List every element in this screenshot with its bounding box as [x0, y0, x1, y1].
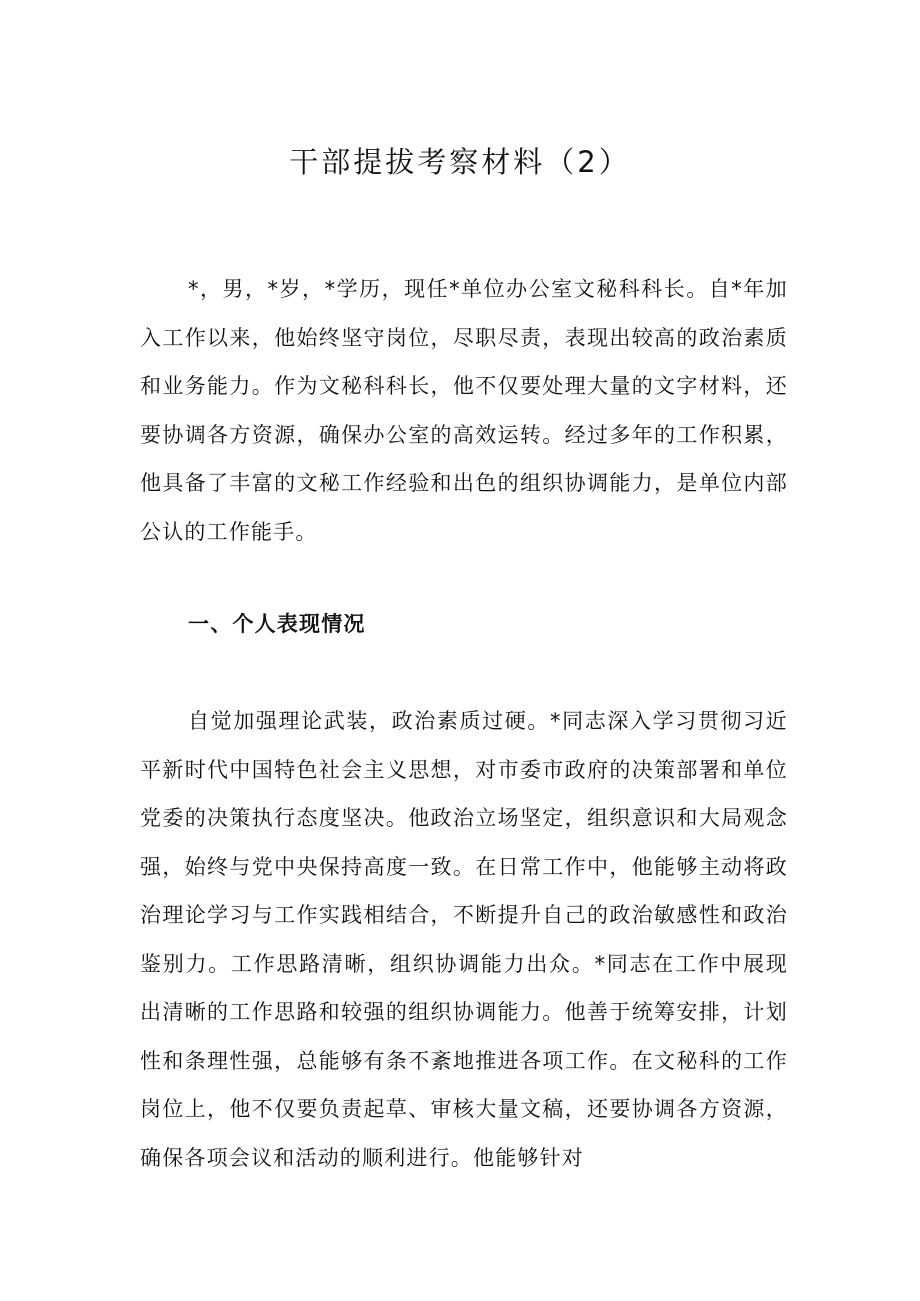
section-heading: 一、个人表现情况: [188, 612, 366, 636]
intro-paragraph: *，男，*岁，*学历，现任*单位办公室文秘科科长。自*年加入工作以来，他始终坚守岗位，尽职尽责，表现出较高的政治素质和业务能力。作为文秘科科长，他不仅要处理大量的文字材料，还要协调各方资源，确保办公室的高效运转。经过多年的工作积累，他具备了丰富的文秘工作经验和出色的组织协调能力，是单位内部公认的工作能手。: [140, 277, 788, 544]
page-title: 干部提拔考察材料（2）: [289, 145, 631, 179]
section-paragraph: 自觉加强理论武装，政治素质过硬。*同志深入学习贯彻习近平新时代中国特色社会主义思想，对市委市政府的决策部署和单位党委的决策执行态度坚决。他政治立场坚定，组织意识和大局观念强，始终与党中央保持高度一致。在日常工作中，他能够主动将政治理论学习与工作实践相结合，不断提升自己的政治敏感性和政治鉴别力。工作思路清晰，组织协调能力出众。*同志在工作中展现出清晰的工作思路和较强的组织协调能力。他善于统筹安排，计划性和条理性强，总能够有条不紊地推进各项工作。在文秘科的工作岗位上，他不仅要负责起草、审核大量文稿，还要协调各方资源，确保各项会议和活动的顺利进行。他能够针对: [140, 709, 788, 1170]
